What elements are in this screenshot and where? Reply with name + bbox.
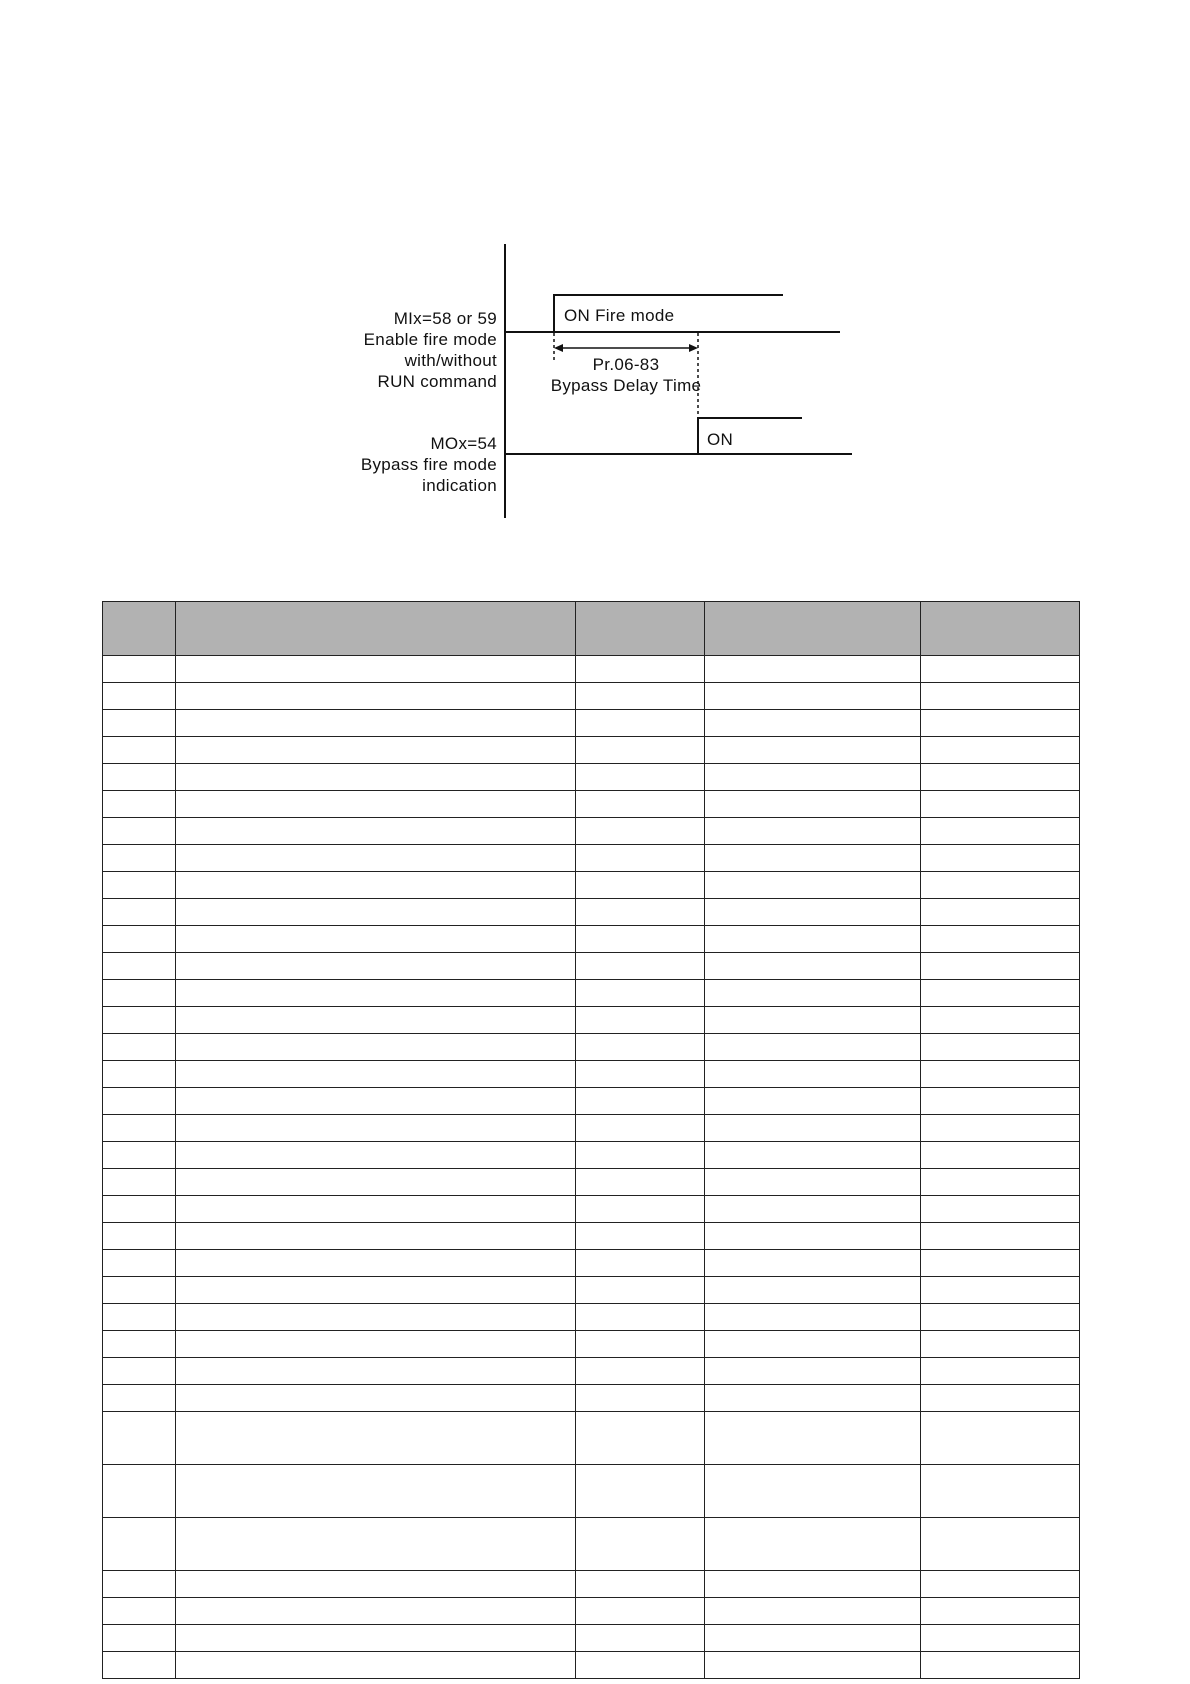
table-row [103, 764, 1080, 791]
table-cell [921, 1598, 1080, 1625]
table-row [103, 656, 1080, 683]
table-row [103, 1304, 1080, 1331]
table-cell [576, 1571, 705, 1598]
table-cell [103, 737, 176, 764]
signal-2-label-line-2: Bypass fire mode [360, 455, 497, 474]
table-cell [176, 1518, 576, 1571]
table-cell [576, 1007, 705, 1034]
table-cell [103, 1465, 176, 1518]
table-cell [705, 656, 921, 683]
table-cell [705, 1061, 921, 1088]
table-cell [176, 1034, 576, 1061]
table-cell [176, 1304, 576, 1331]
table-row [103, 1007, 1080, 1034]
signal-1-pulse-label: ON Fire mode [564, 306, 675, 325]
table-cell [576, 845, 705, 872]
table-row [103, 1518, 1080, 1571]
table-row [103, 818, 1080, 845]
table-cell [103, 1625, 176, 1652]
table-cell [705, 872, 921, 899]
table-cell [576, 899, 705, 926]
table-cell [705, 1358, 921, 1385]
table-cell [103, 710, 176, 737]
header-cell [576, 602, 705, 656]
table-cell [103, 1142, 176, 1169]
table-cell [576, 1088, 705, 1115]
delay-parameter-label: Pr.06-83 [592, 355, 660, 374]
table-cell [705, 1652, 921, 1679]
table-cell [576, 1277, 705, 1304]
table-cell [705, 1465, 921, 1518]
table-cell [921, 1007, 1080, 1034]
table-cell [176, 1598, 576, 1625]
table-cell [921, 1169, 1080, 1196]
table-cell [705, 1571, 921, 1598]
table-cell [705, 980, 921, 1007]
signal-2-pulse-label: ON [707, 430, 734, 449]
table-cell [921, 1250, 1080, 1277]
table-cell [103, 1007, 176, 1034]
table-row [103, 1625, 1080, 1652]
table-cell [705, 926, 921, 953]
table-cell [176, 1196, 576, 1223]
table-cell [576, 1115, 705, 1142]
table-cell [103, 1115, 176, 1142]
table-cell [103, 926, 176, 953]
table-row [103, 1223, 1080, 1250]
table-cell [576, 1652, 705, 1679]
table-cell [176, 1412, 576, 1465]
table-cell [921, 1571, 1080, 1598]
table-cell [576, 1061, 705, 1088]
table-cell [103, 1034, 176, 1061]
table-row [103, 1142, 1080, 1169]
table-cell [103, 656, 176, 683]
table-cell [176, 872, 576, 899]
table-row [103, 1385, 1080, 1412]
table-cell [705, 1034, 921, 1061]
table-cell [705, 791, 921, 818]
table-cell [103, 1088, 176, 1115]
table-cell [103, 980, 176, 1007]
table-cell [176, 1571, 576, 1598]
table-cell [705, 1518, 921, 1571]
table-cell [176, 1007, 576, 1034]
table-cell [576, 1223, 705, 1250]
table-cell [921, 1625, 1080, 1652]
table-cell [921, 1088, 1080, 1115]
table-row [103, 1412, 1080, 1465]
table-cell [176, 1465, 576, 1518]
table-row [103, 1571, 1080, 1598]
table-cell [576, 683, 705, 710]
table-cell [176, 845, 576, 872]
table-cell [921, 1277, 1080, 1304]
table-cell [705, 1142, 921, 1169]
table-cell [576, 1169, 705, 1196]
table-cell [576, 1142, 705, 1169]
table-cell [705, 1007, 921, 1034]
table-cell [176, 1115, 576, 1142]
table-cell [705, 818, 921, 845]
table-cell [103, 845, 176, 872]
table-cell [921, 683, 1080, 710]
header-cell [921, 602, 1080, 656]
table-cell [705, 710, 921, 737]
table-cell [576, 926, 705, 953]
table-row [103, 1169, 1080, 1196]
signal-1-label-line-1: MIx=58 or 59 [393, 309, 497, 328]
table-cell [103, 791, 176, 818]
table-cell [176, 953, 576, 980]
table-row [103, 1034, 1080, 1061]
table-cell [705, 683, 921, 710]
table-cell [176, 1277, 576, 1304]
table-cell [103, 872, 176, 899]
table-body [103, 656, 1080, 1679]
table-row [103, 1061, 1080, 1088]
table-cell [103, 1250, 176, 1277]
table-cell [921, 1034, 1080, 1061]
table-cell [576, 818, 705, 845]
table-row [103, 845, 1080, 872]
table-cell [921, 1652, 1080, 1679]
table-cell [103, 818, 176, 845]
timing-diagram-svg [0, 0, 1190, 560]
table-cell [176, 791, 576, 818]
table-cell [921, 872, 1080, 899]
table-cell [921, 818, 1080, 845]
table-row [103, 1196, 1080, 1223]
table-cell [176, 1652, 576, 1679]
table-cell [705, 764, 921, 791]
table-row [103, 1652, 1080, 1679]
table-cell [103, 1358, 176, 1385]
table-cell [705, 1277, 921, 1304]
table-cell [176, 1061, 576, 1088]
table-row [103, 1250, 1080, 1277]
delay-arrow-right-head [689, 344, 698, 352]
header-cell [103, 602, 176, 656]
table-cell [576, 953, 705, 980]
table-cell [705, 1412, 921, 1465]
table-row [103, 1465, 1080, 1518]
table-cell [705, 1598, 921, 1625]
table-cell [176, 1169, 576, 1196]
table-cell [705, 737, 921, 764]
table-cell [705, 1169, 921, 1196]
table-cell [576, 710, 705, 737]
table-cell [705, 1625, 921, 1652]
delay-description-label: Bypass Delay Time [550, 376, 702, 395]
table-row [103, 1598, 1080, 1625]
table-cell [103, 1331, 176, 1358]
table-cell [705, 1304, 921, 1331]
table-row [103, 872, 1080, 899]
table-cell [921, 1304, 1080, 1331]
table-header-row [103, 602, 1080, 656]
table-cell [705, 1250, 921, 1277]
table-cell [921, 1142, 1080, 1169]
table-cell [176, 764, 576, 791]
table-cell [921, 764, 1080, 791]
table-cell [576, 1331, 705, 1358]
table-cell [176, 818, 576, 845]
table-row [103, 980, 1080, 1007]
table-row [103, 1277, 1080, 1304]
table-cell [103, 1518, 176, 1571]
table-cell [176, 926, 576, 953]
table-cell [576, 872, 705, 899]
table-cell [103, 1412, 176, 1465]
table-cell [921, 1385, 1080, 1412]
table-cell [705, 1223, 921, 1250]
table-cell [103, 1652, 176, 1679]
table-cell [176, 656, 576, 683]
table-cell [576, 1196, 705, 1223]
table-cell [921, 791, 1080, 818]
signal-1-label-line-3: with/without [404, 351, 497, 370]
table-cell [176, 980, 576, 1007]
header-cell [705, 602, 921, 656]
table-cell [921, 737, 1080, 764]
table-row [103, 710, 1080, 737]
table-cell [576, 1625, 705, 1652]
table-cell [103, 899, 176, 926]
table-cell [921, 953, 1080, 980]
table-cell [576, 1598, 705, 1625]
table-cell [576, 1034, 705, 1061]
table-cell [705, 1196, 921, 1223]
signal-2-label-line-1: MOx=54 [430, 434, 497, 453]
table-cell [176, 710, 576, 737]
table-cell [103, 1304, 176, 1331]
table-cell [705, 1385, 921, 1412]
table-cell [103, 1385, 176, 1412]
table-cell [176, 1223, 576, 1250]
table-cell [705, 1088, 921, 1115]
table-cell [705, 845, 921, 872]
table-cell [576, 764, 705, 791]
table-cell [103, 764, 176, 791]
table-cell [576, 656, 705, 683]
table-row [103, 899, 1080, 926]
table-cell [705, 953, 921, 980]
table-cell [103, 1277, 176, 1304]
table-cell [921, 1223, 1080, 1250]
table-cell [576, 1518, 705, 1571]
fire-mode-timing-diagram [0, 0, 1190, 560]
table-cell [576, 1250, 705, 1277]
table-cell [176, 737, 576, 764]
table-row [103, 683, 1080, 710]
table-cell [103, 1061, 176, 1088]
header-cell [176, 602, 576, 656]
table-cell [176, 1142, 576, 1169]
table-row [103, 926, 1080, 953]
table-cell [176, 1358, 576, 1385]
table-row [103, 1331, 1080, 1358]
table-cell [921, 926, 1080, 953]
table-cell [176, 1331, 576, 1358]
table-cell [576, 1465, 705, 1518]
table-row [103, 737, 1080, 764]
table-cell [921, 1061, 1080, 1088]
table-cell [921, 980, 1080, 1007]
table-cell [921, 899, 1080, 926]
table-cell [921, 1196, 1080, 1223]
table-cell [103, 1223, 176, 1250]
table-cell [176, 1088, 576, 1115]
table-row [103, 1358, 1080, 1385]
table-cell [176, 899, 576, 926]
table-cell [921, 710, 1080, 737]
table-cell [921, 1465, 1080, 1518]
table-cell [576, 737, 705, 764]
table-row [103, 791, 1080, 818]
delay-arrow-left-head [554, 344, 563, 352]
table-cell [921, 845, 1080, 872]
signal-1-label-line-4: RUN command [377, 372, 497, 391]
table-cell [103, 1196, 176, 1223]
table-cell [576, 1385, 705, 1412]
parameter-table [102, 601, 1080, 1679]
table-row [103, 1088, 1080, 1115]
signal-1-label-line-2: Enable fire mode [363, 330, 497, 349]
table-cell [576, 980, 705, 1007]
table-cell [176, 1625, 576, 1652]
table-cell [705, 1115, 921, 1142]
table-row [103, 953, 1080, 980]
table-cell [576, 1304, 705, 1331]
table-cell [921, 1412, 1080, 1465]
table-cell [921, 1331, 1080, 1358]
table-cell [103, 953, 176, 980]
table-cell [576, 791, 705, 818]
table-cell [103, 1598, 176, 1625]
table-cell [705, 899, 921, 926]
table-cell [576, 1412, 705, 1465]
table-cell [576, 1358, 705, 1385]
table-cell [103, 683, 176, 710]
table-row [103, 1115, 1080, 1142]
table-cell [176, 1250, 576, 1277]
table-cell [176, 683, 576, 710]
table-cell [921, 1518, 1080, 1571]
table-cell [921, 656, 1080, 683]
table-cell [921, 1115, 1080, 1142]
table-cell [921, 1358, 1080, 1385]
table-cell [176, 1385, 576, 1412]
table-cell [103, 1169, 176, 1196]
signal-2-label-line-3: indication [422, 476, 497, 495]
table-cell [103, 1571, 176, 1598]
table-cell [705, 1331, 921, 1358]
